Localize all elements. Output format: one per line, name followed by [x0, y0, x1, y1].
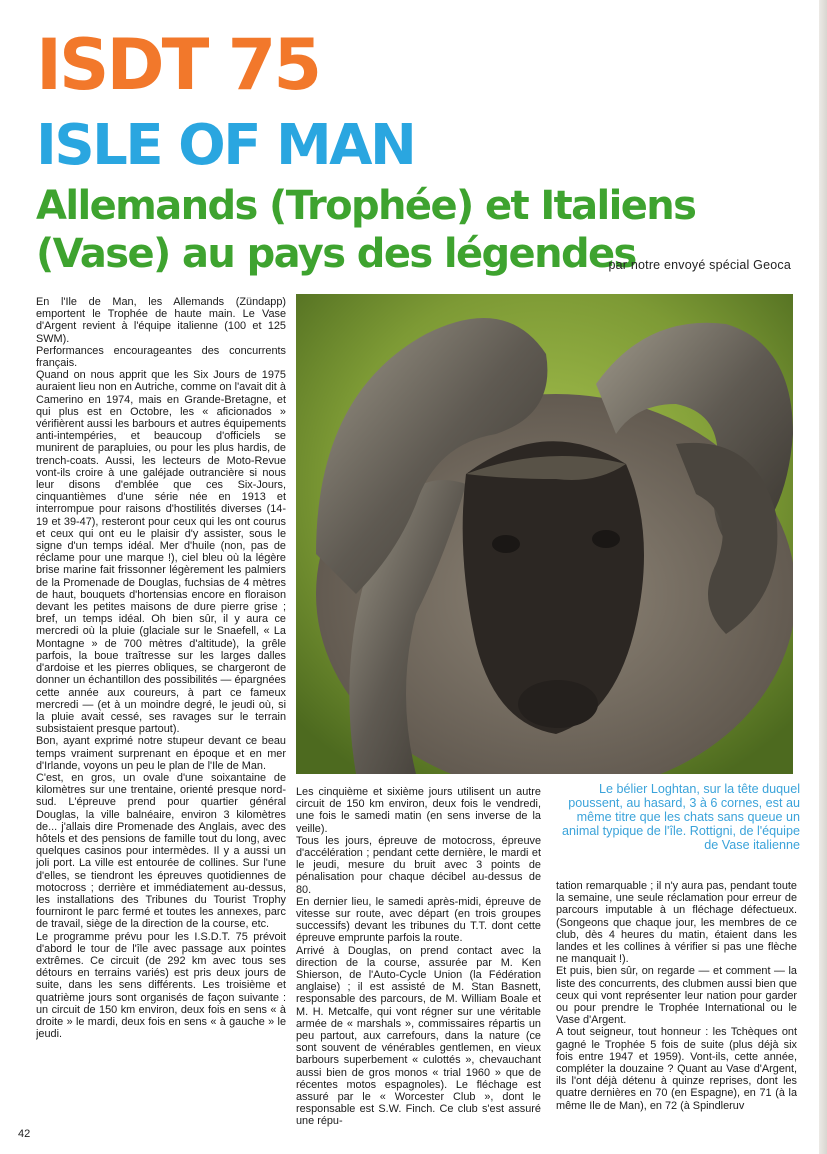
right-column	[556, 880, 797, 1144]
paragraph: Et puis, bien sûr, on regarde — et comment — la liste des concurrents, des clubmen aussi bien que ceux qui vont représenter leur nation pour garder ou pour prendre le Trophée International ou le Vase d'Argent.	[556, 965, 797, 1027]
paragraph: Quand on nous apprit que les Six Jours de 1975 auraient lieu non en Autriche, comme on l'avait dit à Camerino en 1974, mais en Grande-Bretagne, et qui plus est en Octobre, les « aficionados » vérifièrent aussi les barbours et autres équipements anti-intempéries, et beaucoup d'officiels se munirent de parapluies, ou pour les plus hardis, de trench-coats. Aussi, les lecteurs de Moto-Revue vont-ils croire à une galéjade outrancière si nous leur disons d'emblée que ces Six-Jours, cinquantièmes d'une série née en 1913 et interrompue pour raisons d'hostilités diverses (14-19 et 39-47), resteront pour ceux qui les ont courus et ceux qui ont eu le plaisir d'y assister, sous le signe d'un temps idéal. Mer d'huile (non, pas de réclame pour une marque !), ciel bleu où la légère brise marine fait frissonner légèrement les palmiers de la Promenade de Douglas, fuchsias de 4 mètres de haut, bouquets d'hortensias encore en floraison devant les petites maisons de dure pierre grise ; bref, un temps idéal. Oh bien sûr, il y aura ce mercredi où la pluie (glaciale sur le Snaefell, « La Montagne » de 700 mètres d'altitude), la grêle parfois, la boue traîtresse sur les larges dalles d'ardoise et les pierres obliques, se chargeront de donner un échantillon des possibilités — épargnées cette année aux coureurs, à part ce fameux mercredi — (et à un moindre degré, le jeudi où, si la pluie avait cessé, ses ravages sur le terrain subsistaient presque partout).	[36, 369, 286, 736]
subtitle: ISLE OF MAN	[36, 113, 415, 178]
paragraph: C'est, en gros, un ovale d'une soixantaine de kilomètres sur une trentaine, orienté presque nord-sud. L'épreuve prend pour quartier général Douglas, la ville balnéaire, environ 3 kilomètres de... j'allais dire Promenade des Anglais, avec des hôtels et des pensions de famille tout du long, avec quelques casinos pour intermèdes. Il y a aussi un joli port. La ville est entourée de collines. Sur l'une d'elles, se tiendront les épreuves quotidiennes de motocross ; derrière et immédiatement au-dessus, les installations des Tribunes du Tourist Trophy fourniront le parc fermé et toutes les annexes, parc de travail, siège de la direction de la course, etc.	[36, 771, 286, 931]
headline: Allemands (Trophée) et Italiens (Vase) au pays des légendes	[36, 183, 696, 277]
photo-caption: Le bélier Loghtan, sur la tête duquel poussent, au hasard, 3 à 6 cornes, est au même titre que les chats sans queue un animal typique de l'île. Rottigni, de l'équipe de Vase italienne	[562, 782, 800, 852]
middle-column	[296, 786, 541, 1144]
kicker-title: ISDT 75	[36, 24, 320, 106]
paragraph: Le programme prévu pour les I.S.D.T. 75 prévoit d'abord le tour de l'île avec passage aux pointes extrêmes. Ce circuit (de 292 km avec tous ses détours en terrains variés) est pris deux jours de suite, dans les sens différents. Les troisième et quatrième jours sont organisés de façon suivante : un circuit de 150 km environ, deux fois en sens « à droite » le mardi, deux fois en sens « à gauche » le jeudi.	[36, 930, 286, 1041]
ram-photo	[296, 294, 793, 774]
paragraph: Performances encourageantes des concurrents français.	[36, 344, 286, 370]
paragraph: Bon, ayant exprimé notre stupeur devant ce beau temps vraiment surprenant en époque et en mer d'Irlande, voyons un peu le plan de l'Ile de Man.	[36, 735, 286, 772]
page-number: 42	[18, 1128, 31, 1140]
byline: par notre envoyé spécial Geoca	[608, 258, 791, 272]
page-edge	[819, 0, 827, 1154]
paragraph: Tous les jours, épreuve de motocross, épreuve d'accélération ; pendant cette dernière, le mardi et le jeudi, mesure du bruit avec 3 points de pénalisation pour chaque décibel au-dessus de 80.	[296, 834, 541, 896]
paragraph: A tout seigneur, tout honneur : les Tchèques ont gagné le Trophée 5 fois de suite (plus déjà six fois entre 1947 et 1959). Vont-ils, cette année, compléter la douzaine ? Quant au Vase d'Argent, ils l'ont déjà détenu à quinze reprises, dont les quatre dernières en 70 (en Espagne), en 71 (à la même Ile de Man), en 72 (à Spindleruv	[556, 1026, 797, 1112]
paragraph: En l'Ile de Man, les Allemands (Zündapp) emportent le Trophée de haute main. Le Vase d'Argent revient à l'équipe italienne (100 et 125 SWM).	[36, 296, 286, 345]
paragraph: tation remarquable ; il n'y aura pas, pendant toute la semaine, une seule réclamation pour erreur de parcours imputable à un fléchage défectueux. (Songeons que chaque jour, les membres de ce club, dès 4 heures du matin, étaient dans les landes et les collines à vérifier si pas une flèche ne manquait !).	[556, 880, 797, 966]
ram-illustration	[296, 294, 793, 774]
paragraph: Les cinquième et sixième jours utilisent un autre circuit de 150 km environ, deux fois le vendredi, une fois le samedi matin (en sens inverse de la veille).	[296, 786, 541, 835]
paragraph: Arrivé à Douglas, on prend contact avec la direction de la course, assurée par M. Ken Shierson, de l'Auto-Cycle Union (la Fédération anglaise) ; il est assisté de M. Stan Basnett, responsable des parcours, de M. William Boale et M. H. Metcalfe, qui vont régner sur une véritable armée de « marshals », commissaires répartis un peu partout, aux carrefours, dans la nature (ce sont souvent de vénérables gentlemen, en vieux barbours superbement « culottés », chevauchant aussi bien de gros monos « trial 1960 » que de récentes motos espagnoles). Le fléchage est assuré par le « Worcester Club », dont le responsable est S.W. Finch. Ce club s'est assuré une répu-	[296, 944, 541, 1128]
paragraph: En dernier lieu, le samedi après-midi, épreuve de vitesse sur route, avec départ (en trois groupes successifs) devant les tribunes du T.T. dont cette épreuve emprunte parfois la route.	[296, 895, 541, 945]
left-column	[36, 296, 286, 1144]
